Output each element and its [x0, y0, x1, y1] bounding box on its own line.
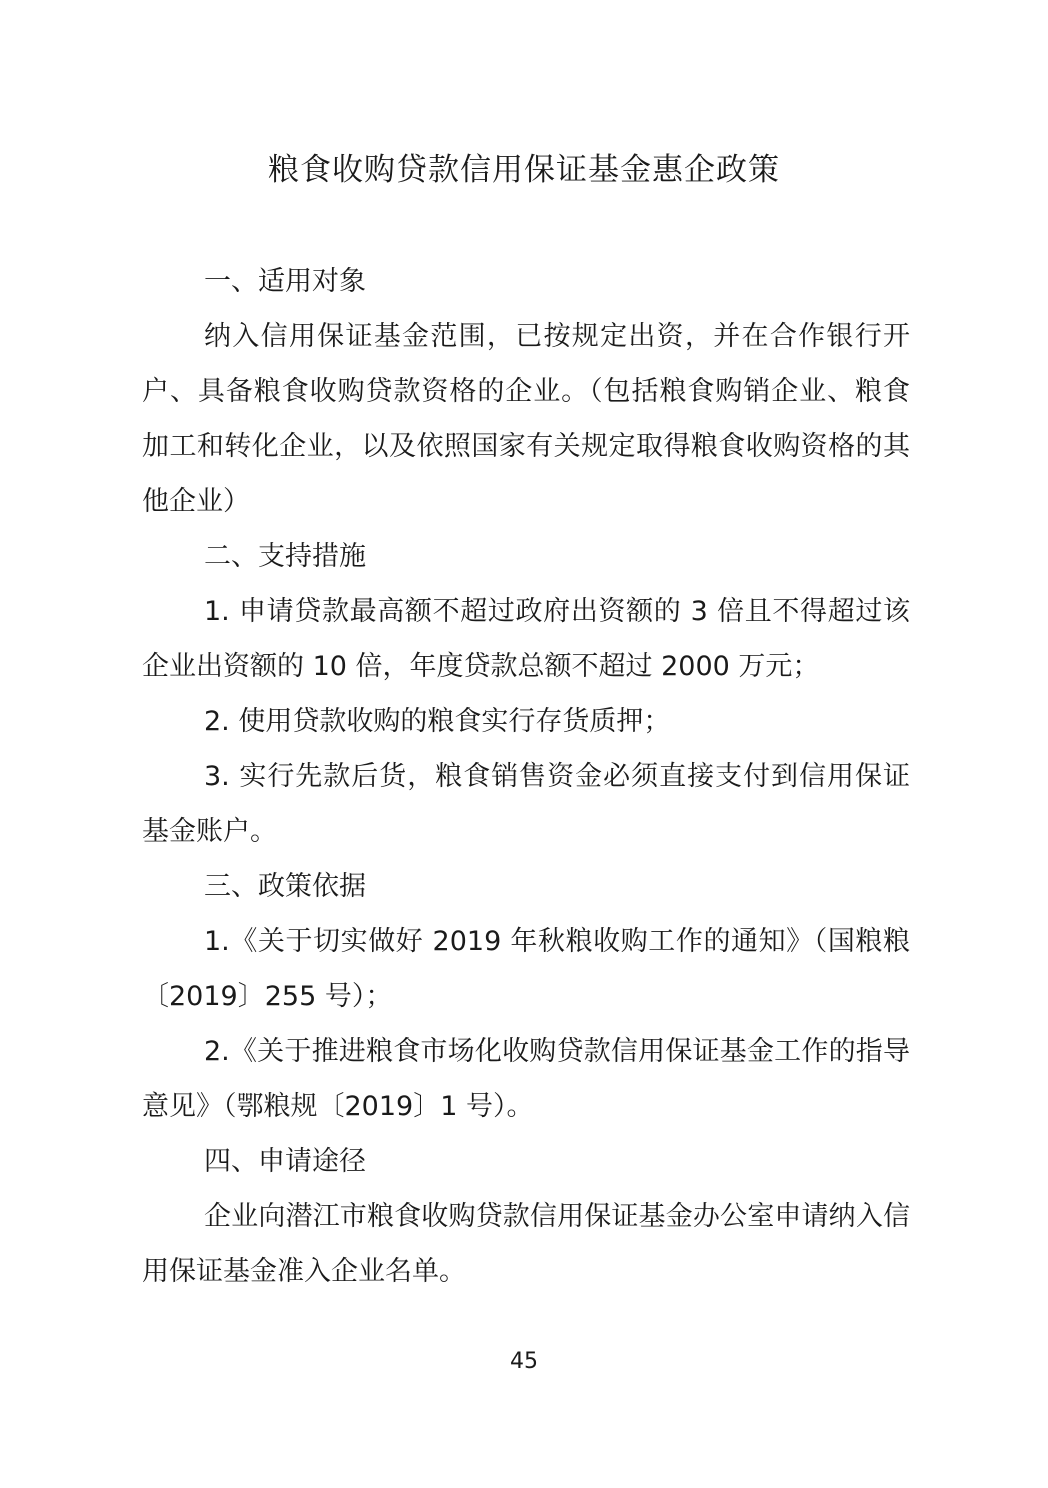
paragraph-policy-basis-2: 2.《关于推进粮食市场化收购贷款信用保证基金工作的指导意见》（鄂粮规〔2019〕1 号）。 — [142, 1036, 910, 1122]
document-title: 粮食收购贷款信用保证基金惠企政策 — [268, 152, 780, 188]
document-body — [142, 254, 910, 1299]
paragraph-application-channel: 企业向潜江市粮食收购贷款信用保证基金办公室申请纳入信用保证基金准入企业名单。 — [142, 1201, 910, 1287]
section-heading-support-measures: 二、支持措施 — [204, 541, 366, 572]
paragraph-support-measure-1: 1. 申请贷款最高额不超过政府出资额的 3 倍且不得超过该企业出资额的 10 倍，年度贷款总额不超过 2000 万元； — [142, 596, 910, 682]
section-heading-policy-basis: 三、政策依据 — [204, 871, 366, 902]
page-number: 45 — [510, 1349, 538, 1374]
paragraph-support-measure-3: 3. 实行先款后货，粮食销售资金必须直接支付到信用保证基金账户。 — [142, 761, 910, 847]
section-heading-application-channel: 四、申请途径 — [204, 1146, 366, 1177]
paragraph-support-measure-2: 2. 使用贷款收购的粮食实行存货质押； — [204, 706, 671, 737]
section-heading-applicable-objects: 一、适用对象 — [204, 266, 366, 297]
paragraph-policy-basis-1: 1.《关于切实做好 2019 年秋粮收购工作的通知》（国粮粮〔2019〕255 号）； — [142, 926, 910, 1012]
paragraph-applicable-objects: 纳入信用保证基金范围，已按规定出资，并在合作银行开户、具备粮食收购贷款资格的企业。（包括粮食购销企业、粮食加工和转化企业，以及依照国家有关规定取得粮食收购资格的其他企业） — [142, 321, 910, 517]
